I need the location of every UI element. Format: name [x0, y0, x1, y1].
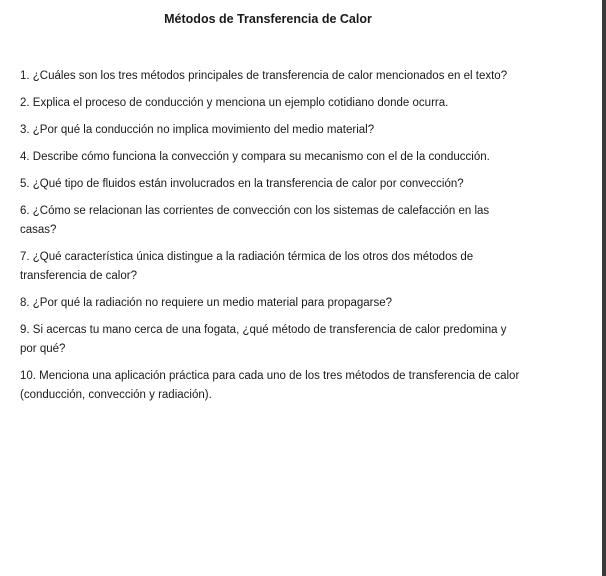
question-3: 3. ¿Por qué la conducción no implica movimiento del medio material?: [20, 124, 375, 136]
question-8: 8. ¿Por qué la radiación no requiere un medio material para propagarse?: [20, 297, 393, 309]
page-edge-divider: [602, 0, 606, 576]
question-9: 9. Si acercas tu mano cerca de una fogata, ¿qué método de transferencia de calor predomina y por qué?: [20, 324, 507, 355]
page-title: Métodos de Transferencia de Calor: [164, 12, 372, 26]
question-6: 6. ¿Cómo se relacionan las corrientes de convección con los sistemas de calefacción en las casas?: [20, 205, 490, 236]
question-list: [20, 67, 525, 413]
question-4: 4. Describe cómo funciona la convección y compara su mecanismo con el de la conducción.: [20, 151, 490, 163]
question-10: 10. Menciona una aplicación práctica para cada uno de los tres métodos de transferencia de calor (conducción, convección y radiación).: [20, 370, 520, 401]
question-5: 5. ¿Qué tipo de fluidos están involucrados en la transferencia de calor por convección?: [20, 178, 464, 190]
question-2: 2. Explica el proceso de conducción y menciona un ejemplo cotidiano donde ocurra.: [20, 97, 449, 109]
question-1: 1. ¿Cuáles son los tres métodos principales de transferencia de calor mencionados en el texto?: [20, 70, 508, 82]
question-7: 7. ¿Qué característica única distingue a la radiación térmica de los otros dos métodos de transferencia de calor?: [20, 251, 474, 282]
